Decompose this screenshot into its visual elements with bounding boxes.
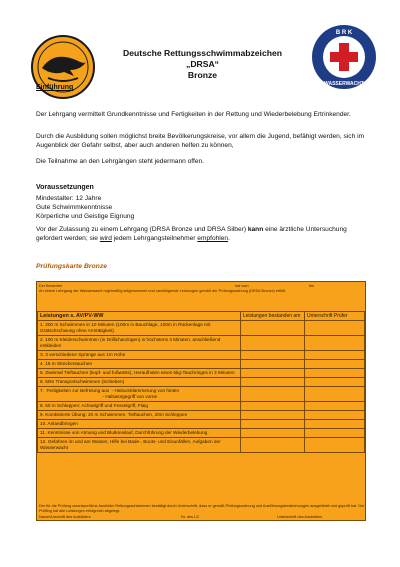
requirement-item: Gute Schwimmkenntnisse: [36, 204, 113, 211]
row-label: 12. Gefahren im und am Wasser, Hilfe bei Bade-, Boots- und Eisunfällen, Aufgaben der Wasserwacht: [38, 438, 241, 453]
sign-name-label: Name/Anschrift des Ausbilders: [39, 515, 91, 519]
bewerber-label: Der Bewerber: [39, 284, 63, 288]
intro-text-1: Der Lehrgang vermittelt Grundkenntnisse und Fertigkeiten in der Rettung und Wiederbelebung Ertrinkender.: [36, 111, 351, 118]
table-row: [38, 321, 365, 336]
svg-text:B R K: B R K: [335, 30, 353, 36]
note-wird: wird: [99, 235, 112, 242]
row-label: 7. Fertigkeiten zur Befreiung aus - Halsumklammerung von hinten - Halswürgegriff von vorne: [38, 387, 241, 402]
signature-cell[interactable]: [304, 411, 364, 420]
leistungen-table: [37, 311, 365, 453]
table-row: [38, 402, 365, 411]
requirement-item: Körperliche und Geistige Eignung: [36, 213, 135, 220]
date-cell[interactable]: [240, 429, 304, 438]
date-cell[interactable]: [240, 378, 304, 387]
requirements-heading: Voraussetzungen: [36, 184, 94, 191]
signature-cell[interactable]: [304, 438, 364, 453]
date-cell[interactable]: [240, 438, 304, 453]
row-label: 1. 200 m Schwimmen in 10 Minuten (100m in Bauchlage, 100m in Rückenlage mit Grätschschwung ohne Armtätigkeit): [38, 321, 241, 336]
date-cell[interactable]: [240, 411, 304, 420]
requirements-list: [36, 194, 368, 221]
table-header-row: [38, 312, 365, 321]
medical-note: [36, 225, 368, 243]
date-cell[interactable]: [240, 420, 304, 429]
date-to-label: bis: [309, 284, 314, 288]
signature-cell[interactable]: [304, 360, 364, 369]
date-cell[interactable]: [240, 321, 304, 336]
title-line-2: „DRSA“: [186, 59, 219, 69]
table-row: [38, 411, 365, 420]
row-label: 4. 15 m Streckentauchen: [38, 360, 241, 369]
table-row: [38, 360, 365, 369]
table-row: [38, 387, 365, 402]
note-part-b: eine ärztliche Untersuchung gefordert werden; sie: [36, 226, 347, 242]
title-line-3: Bronze: [187, 70, 218, 80]
signature-cell[interactable]: [304, 387, 364, 402]
svg-text:WASSERWACHT: WASSERWACHT: [324, 81, 364, 87]
title-line-1: Deutsche Rettungsschwimmabzeichen: [122, 48, 283, 58]
card-footer-note: Der für die Prüfung verantwortliche Ausbilder Rettungsschwimmen bestätigt durch Unterschrift, dass er gemäß Prüfungsordnung und Ausführungsbestimmungen ausgebildet und geprüft hat. Der Prüfling hat alle Leistungen erfolgreich abgelegt.: [39, 504, 365, 513]
table-row: [38, 378, 365, 387]
sign-nr-label: Nr. des LS: [181, 515, 199, 519]
date-cell[interactable]: [240, 336, 304, 351]
signature-cell[interactable]: [304, 369, 364, 378]
intro-paragraph-1: [36, 110, 368, 119]
date-cell[interactable]: [240, 360, 304, 369]
requirement-item: Mindestalter: 12 Jahre: [36, 195, 102, 202]
row-label: 11. Kenntnisse von Atmung und Blutkreislauf, Durchführung der Wiederbelebung: [38, 429, 241, 438]
col-bestanden: Leistungen bestanden am: [240, 312, 304, 321]
row-label: 3. 3 verschiedene Sprünge aus 1m Höhe: [38, 351, 241, 360]
intro-paragraph-3: [36, 157, 368, 166]
table-row: [38, 438, 365, 453]
intro-text-2: Durch die Ausbildung sollen möglichst breite Bevölkerungskreise, vor allem die Jugend, befähigt werden, sich im Augenblick der Gefahr selbst, aber auch anderen helfen zu können,: [36, 133, 365, 149]
signature-cell[interactable]: [304, 420, 364, 429]
intro-text-3: Die Teilnahme an den Lehrgängen steht jedermann offen.: [36, 158, 205, 165]
pruefungskarte: [36, 281, 366, 521]
row-label: 10. Anlandbringen: [38, 420, 241, 429]
row-label: 2. 100 m Kleiderschwimmen (in Drillichanzügen) in höchstens 4 Minuten, anschließend entkleiden: [38, 336, 241, 351]
row-label: 9. Kombinierte Übung: 20 m Schwimmen, Tieftauchen, 20m Schleppen: [38, 411, 241, 420]
date-cell[interactable]: [240, 402, 304, 411]
intro-paragraph-2: [36, 132, 368, 150]
signature-cell[interactable]: [304, 351, 364, 360]
signature-cell[interactable]: [304, 321, 364, 336]
row-label: 6. 50m Transportschwimmen (Schieben): [38, 378, 241, 387]
card-intro-text: An einem Lehrgang der Wasserwacht regelmäßig teilgenommen und nachfolgende Leistungen gemäß der Prüfungsordnung (DRSA Bronze) erfüllt.: [39, 289, 287, 293]
card-header: [39, 284, 365, 294]
table-row: [38, 351, 365, 360]
signature-cell[interactable]: [304, 336, 364, 351]
date-cell[interactable]: [240, 369, 304, 378]
card-title: Prüfungskarte Bronze: [36, 263, 108, 270]
intro-heading: Einführung: [36, 84, 74, 91]
date-cell[interactable]: [240, 351, 304, 360]
note-part-a: Vor der Zulassung zu einem Lehrgang (DRSA Bronze und DRSA Silber): [36, 226, 248, 233]
row-label: 8. 50 m Schleppen: Achselgriff und Fesselgriff, Flaig: [38, 402, 241, 411]
page-title: [100, 48, 305, 81]
col-unterschrift: Unterschrift Prüfer: [304, 312, 364, 321]
note-kann: kann: [247, 226, 264, 233]
sign-unterschrift-label: Unterschrift des Ausbilders: [277, 515, 323, 519]
signature-cell[interactable]: [304, 378, 364, 387]
brk-wasserwacht-logo: [311, 24, 377, 90]
date-cell[interactable]: [240, 387, 304, 402]
date-from-label: hat vom: [235, 284, 249, 288]
table-row: [38, 429, 365, 438]
signature-cell[interactable]: [304, 429, 364, 438]
col-leistungen: Leistungen s. AV/PV-WW: [38, 312, 241, 321]
table-row: [38, 420, 365, 429]
signature-cell[interactable]: [304, 402, 364, 411]
table-row: [38, 336, 365, 351]
note-part-d: .: [228, 235, 230, 242]
table-row: [38, 369, 365, 378]
note-part-c: jedem Lehrgangsteilnehmer: [111, 235, 198, 242]
note-empfohlen: empfohlen: [197, 235, 229, 242]
row-label: 5. Zweimal Tieftauchen (kopf- und fußwärts), Heraufholen eines 5kg-Tauchringes in 3 Minuten: [38, 369, 241, 378]
